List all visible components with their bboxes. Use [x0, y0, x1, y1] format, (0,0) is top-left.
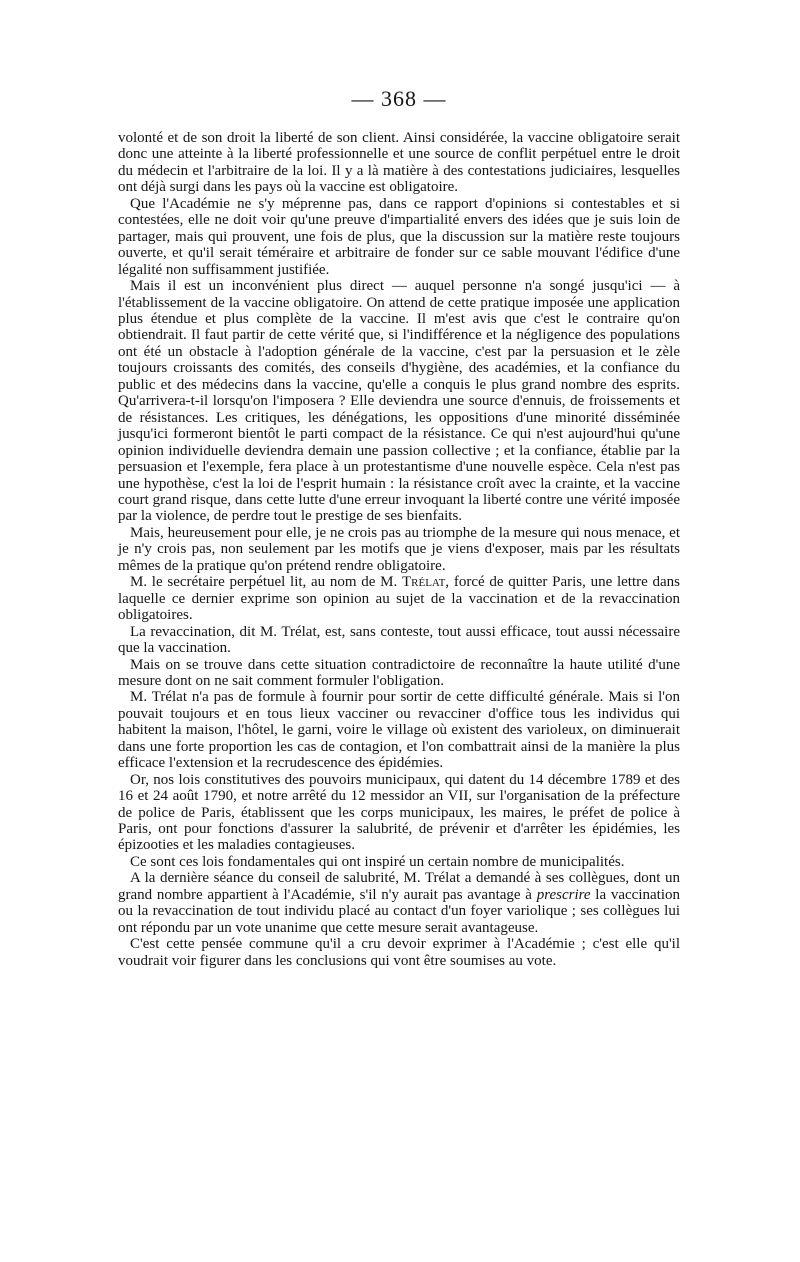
paragraph: M. Trélat n'a pas de formule à fournir pour sortir de cette difficulté générale. Mais si l'on pouvait toujours et en tous lieux vacciner ou revacciner d'office tous les individus qui habitent la maison, l'hôtel, le garni, voire le village où existent des varioleux, on diminuerait dans une forte proportion les cas de contagion, et l'on combattrait ainsi de la manière la plus efficace l'extension et la recrudescence des épidémies. [118, 689, 680, 772]
prescrire-italic: prescrire [536, 886, 591, 903]
paragraph: Mais, heureusement pour elle, je ne crois pas au triomphe de la mesure qui nous menace, et je n'y crois pas, non seulement par les motifs que je viens d'exposer, mais par les résultats mêmes de la pratique qu'on prétend rendre obligatoire. [118, 524, 680, 574]
trelat-intro-before: M. le secrétaire perpétuel lit, au nom de M. [130, 574, 402, 591]
prescrire-paragraph [118, 870, 680, 936]
paragraph: Que l'Académie ne s'y méprenne pas, dans ce rapport d'opinions si contestables et si contestées, elle ne doit voir qu'une preuve d'impartialité envers des idées que je suis loin de partager, mais qui prouvent, une fois de plus, que la discussion sur la matière reste toujours ouverte, et qu'il serait téméraire et arbitraire de fonder sur ce sable mouvant l'édifice d'une légalité non suffisamment justifiée. [118, 195, 680, 278]
paragraph: Ce sont ces lois fondamentales qui ont inspiré un certain nombre de municipalités. [130, 853, 625, 870]
prescrire-before: A la dernière séance du conseil de salubrité, M. Trélat a demandé à ses collègues, dont un grand nombre appartient à l'Académie, s'il n'y aurait pas avantage à [118, 870, 680, 903]
trelat-name: Trélat [401, 574, 446, 591]
paragraph: Mais on se trouve dans cette situation contradictoire de reconnaître la haute utilité d'une mesure dont on ne sait comment formuler l'obligation. [118, 656, 680, 689]
document-page [118, 86, 680, 969]
paragraph: La revaccination, dit M. Trélat, est, sans conteste, tout aussi efficace, tout aussi nécessaire que la vaccination. [118, 623, 680, 657]
closing-paragraph: C'est cette pensée commune qu'il a cru devoir exprimer à l'Académie ; c'est elle qu'il voudrait voir figurer dans les conclusions qui vont être soumises au vote. [118, 936, 680, 969]
paragraph: volonté et de son droit la liberté de son client. Ainsi considérée, la vaccine obligatoire serait donc une atteinte à la liberté professionnelle et une source de conflit perpétuel entre le droit du médecin et l'arbitraire de la loi. Il y a là matière à des contestations judiciaires, lesquelles ont déjà surgi dans les pays où la vaccine est obligatoire. [118, 130, 680, 196]
paragraph: Or, nos lois constitutives des pouvoirs municipaux, qui datent du 14 décembre 1789 et des 16 et 24 août 1790, et notre arrêté du 12 messidor an VII, sur l'organisation de la préfecture de police de Paris, établissent que les corps municipaux, les maires, le préfet de police à Paris, ont pour fonctions d'assurer la salubrité, de prévenir et d'arrêter les épidémies, les épizooties et les maladies contagieuses. [118, 771, 680, 854]
page-number: — 368 — [351, 86, 447, 111]
paragraph: Mais il est un inconvénient plus direct — auquel personne n'a songé jusqu'ici — à l'établissement de la vaccine obligatoire. On attend de cette pratique imposée une application plus étendue et plus complète de la vaccine. Il m'est avis que c'est le contraire qu'on obtiendrait. Il faut partir de cette vérité que, si l'indifférence et la négligence des populations ont été un obstacle à l'adoption générale de la vaccine, c'est par la persuasion et le zèle toujours croissants des comités, des conseils d'hygiène, des académies, et la confiance du public et des médecins dans la vaccine, qu'elle a conquis le plus grand nombre des esprits. Qu'arrivera-t-il lorsqu'on l'imposera ? Elle deviendra une source d'ennuis, de froissements et de résistances. Les critiques, les dénégations, les oppositions d'une minorité disséminée jusqu'ici formeront bientôt le parti compact de la résistance. Ce qui n'est aujourd'hui qu'une opinion individuelle deviendra demain une passion collective ; et la confiance, établie par la persuasion et l'exemple, fera place à un protestantisme d'une nouvelle espèce. Cela n'est pas une hypothèse, c'est la loi de l'esprit humain : la résistance croît avec la crainte, et la vaccine court grand risque, dans cette lutte d'une erreur invoquant la liberté contre une vérité imposée par la violence, de perdre tout le prestige de ses bienfaits. [118, 278, 680, 525]
trelat-intro-paragraph [118, 574, 680, 623]
trelat-intro-after: , forcé de quitter Paris, une lettre dans laquelle ce dernier exprime son opinion au sujet de la vaccination et de la revaccination obligatoires. [118, 574, 680, 624]
prescrire-after: la vaccination ou la revaccination de tout individu placé au contact d'un foyer variolique ; ses collègues lui ont répondu par un vote unanime que cette mesure serait avantageuse. [118, 886, 680, 936]
body-text [118, 130, 680, 969]
